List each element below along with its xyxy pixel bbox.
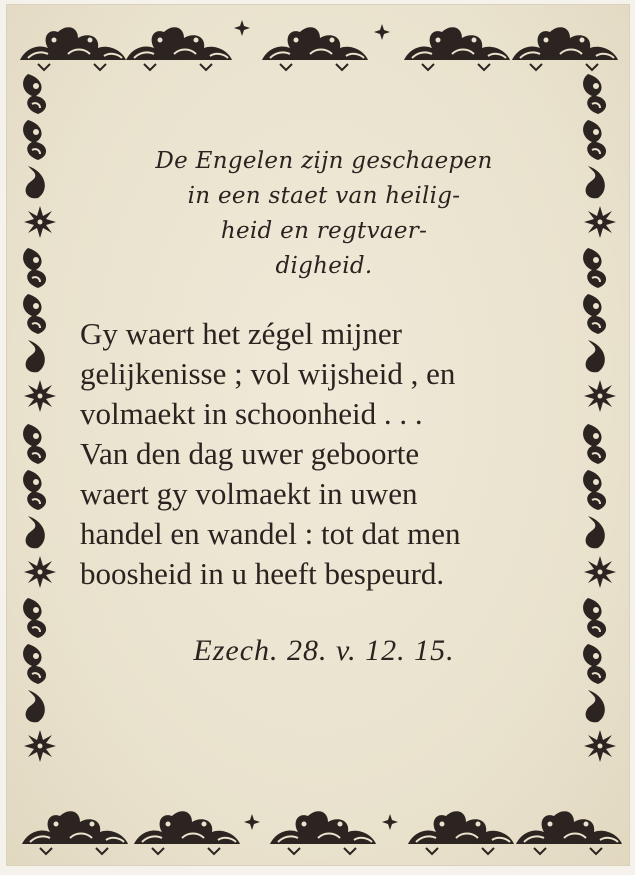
right-ornament-column [583, 74, 616, 762]
quote-line: waert gy volmaekt in uwen [80, 476, 418, 511]
quote-line: Gy waert het zégel mijner [80, 316, 402, 351]
heading-line: in een staet van heilig- [187, 183, 461, 209]
bottom-ornament-row [22, 811, 622, 854]
heading-line: De Engelen zijn geschaepen [155, 148, 493, 174]
scripture-quote [80, 314, 572, 594]
quote-line: volmaekt in schoonheid . . . [80, 396, 423, 431]
quote-line: boosheid in u heeft bespeurd. [80, 556, 445, 591]
heading-line: digheid. [275, 253, 373, 279]
scripture-reference: Ezech. 28. v. 12. 15. [193, 634, 455, 667]
card-text [76, 144, 572, 668]
quote-line: handel en wandel : tot dat men [80, 516, 461, 551]
left-ornament-column [23, 74, 56, 762]
top-ornament-row [20, 20, 618, 70]
quote-line: Van den dag uwer geboorte [80, 436, 420, 471]
devotional-card [6, 4, 630, 866]
quote-line: gelijkenisse ; vol wijsheid , en [80, 356, 456, 391]
heading-line: heid en regtvaer- [220, 218, 428, 244]
card-heading [76, 144, 572, 284]
